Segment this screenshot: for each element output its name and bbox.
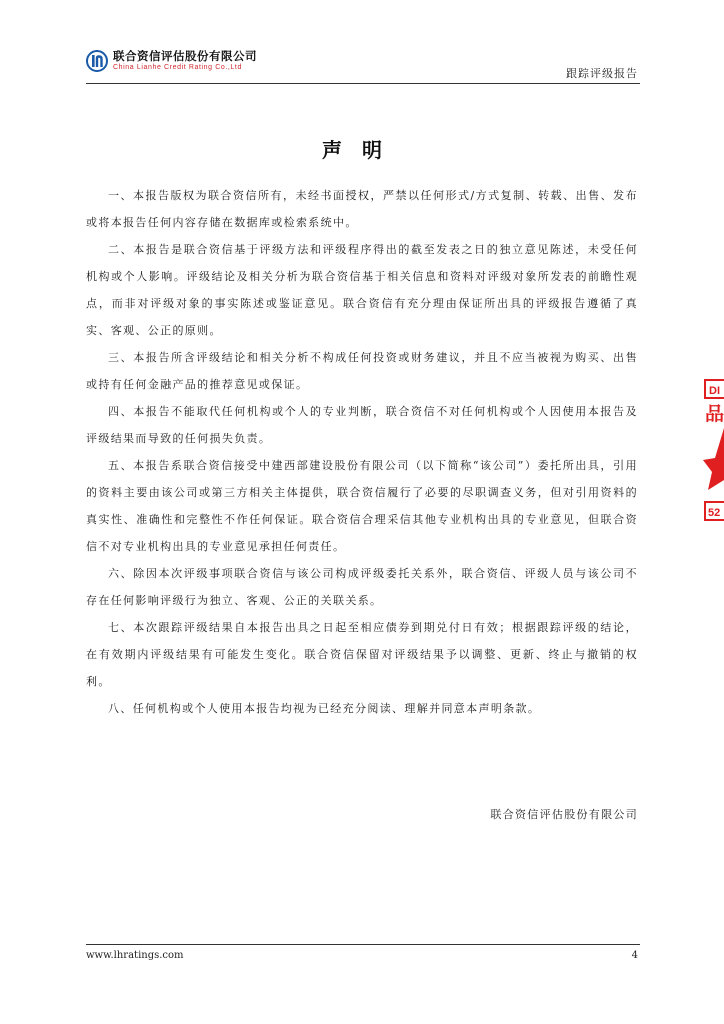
page-header — [86, 48, 640, 82]
statement-body — [86, 182, 638, 722]
header-divider — [86, 83, 640, 84]
statement-paragraph-2: 二、本报告是联合资信基于评级方法和评级程序得出的截至发表之日的独立意见陈述，未受任何机构或个人影响。评级结论及相关分析为联合资信基于相关信息和资料对评级对象所发表的前瞻性观点，而非对评级对象的事实陈述或鉴证意见。联合资信有充分理由保证所出具的评级报告遵循了真实、客观、公正的原则。 — [86, 243, 638, 337]
document-type: 跟踪评级报告 — [566, 67, 638, 80]
statement-paragraph-5: 五、本报告系联合资信接受中建西部建设股份有限公司（以下简称“该公司”）委托所出具，引用的资料主要由该公司或第三方相关主体提供，联合资信履行了必要的尽职调查义务，但对引用资料的真实性、准确性和完整性不作任何保证。联合资信合理采信其他专业机构出具的专业意见，但联合资信不对专业机构出具的专业意见承担任何责任。 — [86, 459, 638, 553]
statement-paragraph-7: 七、本次跟踪评级结果自本报告出具之日起至相应债券到期兑付日有效；根据跟踪评级的结论，在有效期内评级结果有可能发生变化。联合资信保留对评级结果予以调整、更新、终止与撤销的权利。 — [86, 621, 638, 688]
lianhe-logo-icon — [86, 50, 108, 72]
statement-paragraph-4: 四、本报告不能取代任何机构或个人的专业判断，联合资信不对任何机构或个人因使用本报告及评级结果而导致的任何损失负责。 — [86, 405, 638, 445]
statement-paragraph-3: 三、本报告所含评级结论和相关分析不构成任何投资或财务建议，并且不应当被视为购买、出售或持有任何金融产品的推荐意见或保证。 — [86, 351, 638, 391]
statement-paragraph-1: 一、本报告版权为联合资信所有，未经书面授权，严禁以任何形式/方式复制、转载、出售、发布或将本报告任何内容存储在数据库或检索系统中。 — [86, 189, 638, 229]
svg-text:品: 品 — [705, 403, 724, 425]
page-title: 声明 — [322, 138, 402, 162]
company-name-cn: 联合资信评估股份有限公司 — [113, 49, 257, 63]
signature: 联合资信评估股份有限公司 — [490, 808, 638, 821]
svg-text:DI: DI — [709, 385, 720, 397]
page-number: 4 — [631, 950, 638, 961]
company-name-en: China Lianhe Credit Rating Co.,Ltd — [113, 64, 242, 71]
statement-paragraph-6: 六、除因本次评级事项联合资信与该公司构成评级委托关系外，联合资信、评级人员与该公司不存在任何影响评级行为独立、客观、公正的关联关系。 — [86, 567, 638, 607]
svg-text:52: 52 — [708, 507, 721, 519]
footer-divider — [86, 944, 640, 945]
statement-paragraph-8: 八、任何机构或个人使用本报告均视为已经充分阅读、理解并同意本声明条款。 — [108, 702, 541, 715]
seal-stamp-icon — [703, 376, 724, 536]
footer-url: www.lhratings.com — [86, 950, 184, 961]
